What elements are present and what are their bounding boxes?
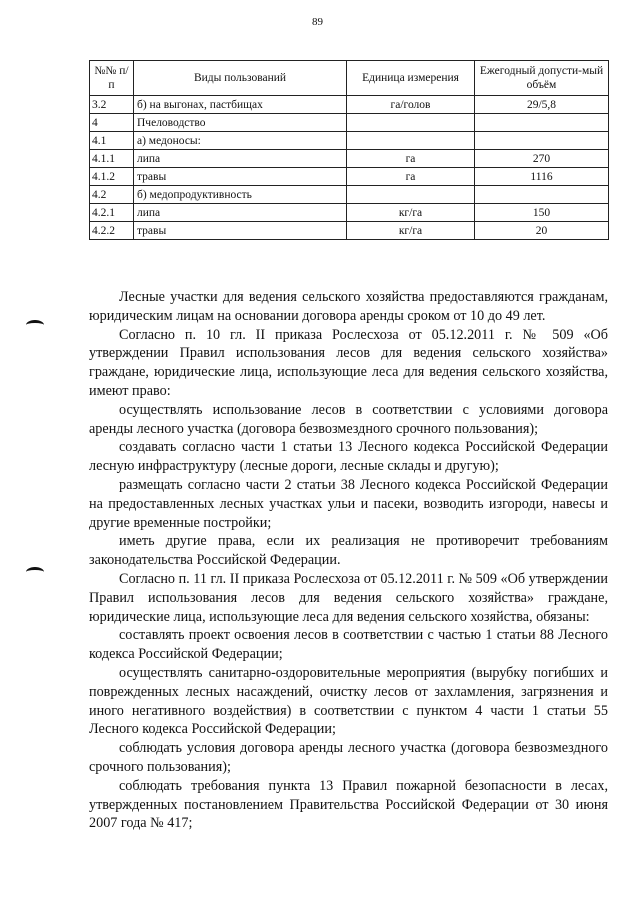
paragraph: Лесные участки для ведения сельского хозяйства предоставляются гражданам, юридическим лицам на основании договора аренды сроком от 10 до 49 лет. <box>89 289 608 324</box>
row-unit: га <box>347 168 475 186</box>
row-number: 4 <box>90 114 134 132</box>
row-annual-volume <box>475 132 609 150</box>
row-annual-volume: 20 <box>475 222 609 240</box>
row-unit <box>347 186 475 204</box>
body-text <box>89 288 608 833</box>
row-number: 4.1 <box>90 132 134 150</box>
header-annual-volume: Ежегодный допусти-мый объём <box>475 61 609 96</box>
table-row <box>90 132 609 150</box>
row-number: 4.1.1 <box>90 150 134 168</box>
paragraph: осуществлять использование лесов в соответствии с условиями договора аренды лесного участка (договора безвозмездного срочного пользования); <box>89 401 608 437</box>
row-annual-volume: 270 <box>475 150 609 168</box>
table-row <box>90 114 609 132</box>
paragraph: Согласно п. 11 гл. II приказа Рослесхоза от 05.12.2011 г. № 509 «Об утверждении Правил использования лесов для ведения сельского хозяйства» граждане, юридические лица, использующие леса для ведения сельского хозяйства, обязаны: <box>89 570 608 625</box>
row-usage-type: б) на выгонах, пастбищах <box>134 96 347 114</box>
row-usage-type: Пчеловодство <box>134 114 347 132</box>
paragraph: размещать согласно части 2 статьи 38 Лесного кодекса Российской Федерации на предоставленных лесных участках ульи и пасеки, возводить изгороди, навесы и другие временные постройки; <box>89 476 608 531</box>
table-row <box>90 96 609 114</box>
page-number: 89 <box>312 16 323 28</box>
table-row <box>90 204 609 222</box>
row-annual-volume <box>475 186 609 204</box>
row-number: 3.2 <box>90 96 134 114</box>
row-unit: кг/га <box>347 222 475 240</box>
paragraph: иметь другие права, если их реализация не противоречит требованиям законодательства Российской Федерации. <box>89 533 608 569</box>
row-usage-type: а) медоносы: <box>134 132 347 150</box>
row-number: 4.2.2 <box>90 222 134 240</box>
paragraph: соблюдать требования пункта 13 Правил пожарной безопасности в лесах, утвержденных постановлением Правительства Российской Федерации от 30 июня 2007 года № 417; <box>89 777 608 832</box>
margin-mark <box>26 320 44 330</box>
row-usage-type: б) медопродуктивность <box>134 186 347 204</box>
row-usage-type: травы <box>134 168 347 186</box>
margin-mark <box>26 567 44 577</box>
row-annual-volume: 1116 <box>475 168 609 186</box>
table-row <box>90 150 609 168</box>
paragraph: соблюдать условия договора аренды лесного участка (договора безвозмездного срочного пользования); <box>89 740 608 775</box>
row-number: 4.1.2 <box>90 168 134 186</box>
row-number: 4.2.1 <box>90 204 134 222</box>
table-row <box>90 168 609 186</box>
paragraph: осуществлять санитарно-оздоровительные мероприятия (вырубку погибших и поврежденных лесных насаждений, очистку лесов от захламления, загрязнения и иного негативного воздействия) в соответствии с пунктом 4 части 1 статьи 55 Лесного кодекса Российской Федерации; <box>89 664 608 738</box>
table-header-row <box>90 61 609 96</box>
row-unit: га/голов <box>347 96 475 114</box>
header-unit: Единица измерения <box>347 61 475 96</box>
paragraph: составлять проект освоения лесов в соответствии с частью 1 статьи 88 Лесного кодекса Российской Федерации; <box>89 627 608 663</box>
row-unit: га <box>347 150 475 168</box>
row-annual-volume: 29/5,8 <box>475 96 609 114</box>
table-body <box>90 96 609 240</box>
header-usage-type: Виды пользований <box>134 61 347 96</box>
row-annual-volume: 150 <box>475 204 609 222</box>
usage-table <box>89 60 609 240</box>
row-unit <box>347 132 475 150</box>
paragraph: создавать согласно части 1 статьи 13 Лесного кодекса Российской Федерации лесную инфраструктуру (лесные дороги, лесные склады и другую); <box>89 439 608 475</box>
table-row <box>90 222 609 240</box>
row-unit <box>347 114 475 132</box>
row-number: 4.2 <box>90 186 134 204</box>
row-usage-type: липа <box>134 204 347 222</box>
row-annual-volume <box>475 114 609 132</box>
table-row <box>90 186 609 204</box>
row-usage-type: липа <box>134 150 347 168</box>
paragraph: Согласно п. 10 гл. II приказа Рослесхоза от 05.12.2011 г. № 509 «Об утверждении Правил использования лесов для ведения сельского хозяйства» граждане, юридические лица, использующие леса для ведения сельского хозяйства, имеют право: <box>89 326 608 399</box>
row-usage-type: травы <box>134 222 347 240</box>
row-unit: кг/га <box>347 204 475 222</box>
header-number: №№ п/п <box>90 61 134 96</box>
